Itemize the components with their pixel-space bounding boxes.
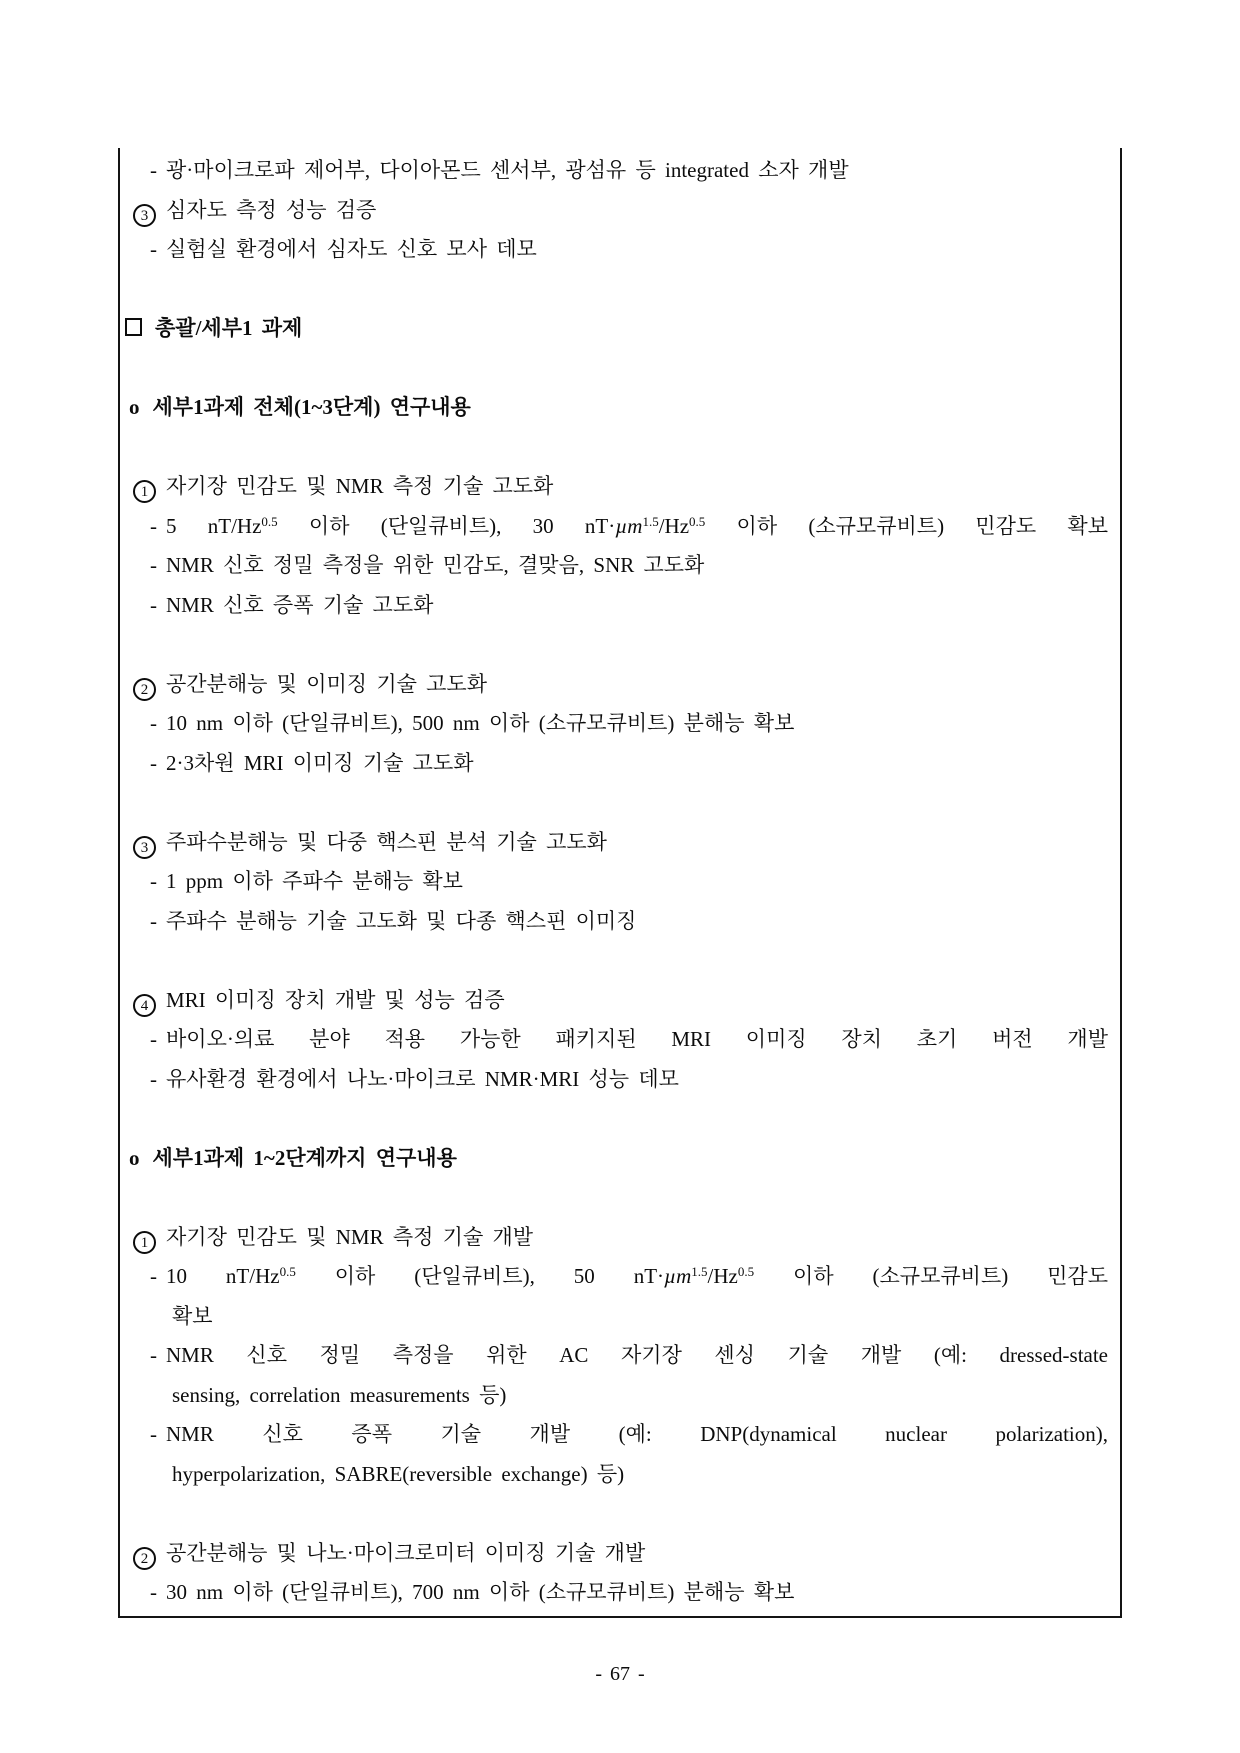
line-text: /Hz [707, 1264, 738, 1288]
superscript-text: 0.5 [689, 513, 706, 529]
dash-bullet-marker: - [150, 592, 157, 617]
text-line [120, 902, 1108, 942]
text-line [120, 1297, 1108, 1337]
line-text: µm [664, 1264, 692, 1288]
line-text: 이하 (소규모큐비트) 민감도 [754, 1264, 1108, 1288]
text-line [120, 151, 1108, 191]
line-text: 총괄/세부1 과제 [155, 316, 303, 340]
line-text: 광·마이크로파 제어부, 다이아몬드 센서부, 광섬유 등 integrated 소자 개발 [166, 158, 849, 182]
text-line [120, 1336, 1108, 1376]
dash-bullet-marker: - [150, 1343, 157, 1367]
circled-number-marker: 1 [133, 1231, 156, 1254]
line-text: 세부1과제 전체(1~3단계) 연구내용 [152, 395, 471, 419]
blank-line [120, 349, 1108, 389]
line-text: 유사환경 환경에서 나노·마이크로 NMR·MRI 성능 데모 [166, 1066, 679, 1091]
line-text: 이하 (단일큐비트), 50 nT· [295, 1264, 665, 1288]
line-text: 세부1과제 1~2단계까지 연구내용 [152, 1145, 457, 1170]
text-line [120, 1534, 1108, 1574]
text-line [120, 862, 1108, 902]
text-line [120, 665, 1108, 705]
sub-bullet-marker: o [129, 395, 140, 419]
line-text: 공간분해능 및 나노·마이크로미터 이미징 기술 개발 [166, 1540, 646, 1565]
blank-line [120, 428, 1108, 468]
line-text: 실험실 환경에서 심자도 신호 모사 데모 [166, 237, 537, 261]
line-text: 이하 (단일큐비트), 30 nT· [277, 513, 616, 538]
circled-number-marker: 3 [133, 836, 156, 859]
text-line [120, 1257, 1108, 1297]
dash-bullet-marker: - [150, 513, 157, 538]
square-bullet-marker [125, 318, 142, 336]
dash-bullet-marker: - [150, 750, 157, 775]
line-text: hyperpolarization, SABRE(reversible exchange) 등) [172, 1461, 625, 1486]
superscript-text: 1.5 [642, 513, 659, 529]
circled-number-marker: 4 [133, 994, 156, 1017]
text-line [120, 1060, 1108, 1100]
line-text: 30 nm 이하 (단일큐비트), 700 nm 이하 (소규모큐비트) 분해능 확보 [166, 1580, 795, 1604]
text-line [120, 191, 1108, 231]
blank-line [120, 1494, 1108, 1534]
blank-line [120, 783, 1108, 823]
dash-bullet-marker: - [150, 1422, 157, 1446]
line-text: sensing, correlation measurements 등) [172, 1382, 507, 1407]
line-text: 이하 (소규모큐비트) 민감도 확보 [705, 513, 1108, 538]
line-text: NMR 신호 증폭 기술 고도화 [166, 592, 434, 617]
line-text: 심자도 측정 성능 검증 [166, 197, 377, 222]
text-line [120, 1573, 1108, 1613]
line-text: 10 nT/Hz [166, 1264, 280, 1288]
text-line [120, 1139, 1108, 1179]
dash-bullet-marker: - [150, 1027, 157, 1051]
text-line [120, 507, 1108, 547]
line-text: 주파수분해능 및 다중 핵스핀 분석 기술 고도화 [166, 829, 607, 854]
text-line [120, 744, 1108, 784]
blank-line [120, 941, 1108, 981]
circled-number-marker: 2 [133, 1547, 156, 1570]
text-line [120, 1020, 1108, 1060]
blank-line [120, 270, 1108, 310]
line-text: NMR 신호 증폭 기술 개발 (예: DNP(dynamical nuclear polarization), [166, 1422, 1108, 1446]
text-line [120, 230, 1108, 270]
dash-bullet-marker: - [150, 1066, 157, 1091]
dash-bullet-marker: - [150, 869, 157, 893]
text-line [120, 467, 1108, 507]
line-text: 공간분해능 및 이미징 기술 고도화 [166, 671, 488, 696]
line-text: µm [615, 513, 643, 538]
superscript-text: 1.5 [691, 1264, 708, 1279]
circled-number-marker: 2 [133, 678, 156, 701]
blank-line [120, 1099, 1108, 1139]
line-text: /Hz [658, 513, 690, 538]
text-line [120, 586, 1108, 626]
text-line [120, 546, 1108, 586]
dash-bullet-marker: - [150, 1580, 157, 1604]
dash-bullet-marker: - [150, 1264, 157, 1288]
line-text: 1 ppm 이하 주파수 분해능 확보 [166, 869, 463, 893]
superscript-text: 0.5 [737, 1264, 755, 1279]
line-text: 바이오·의료 분야 적용 가능한 패키지된 MRI 이미징 장치 초기 버전 개발 [166, 1027, 1108, 1051]
line-text: 주파수 분해능 기술 고도화 및 다종 핵스핀 이미징 [166, 908, 637, 933]
dash-bullet-marker: - [150, 158, 157, 182]
circled-number-marker: 3 [133, 204, 156, 227]
blank-line [120, 625, 1108, 665]
line-text: 자기장 민감도 및 NMR 측정 기술 개발 [166, 1224, 534, 1249]
dash-bullet-marker: - [150, 553, 157, 577]
line-text: 자기장 민감도 및 NMR 측정 기술 고도화 [166, 474, 554, 498]
dash-bullet-marker: - [150, 237, 157, 261]
text-line [120, 981, 1108, 1021]
page-number: - 67 - [595, 1663, 645, 1685]
line-text: 확보 [172, 1303, 213, 1328]
line-text: NMR 신호 정밀 측정을 위한 AC 자기장 센싱 기술 개발 (예: dressed-state [166, 1343, 1108, 1367]
text-line [120, 1455, 1108, 1495]
line-text: 5 nT/Hz [166, 513, 262, 538]
dash-bullet-marker: - [150, 908, 157, 933]
text-line [120, 704, 1108, 744]
text-line [120, 1415, 1108, 1455]
superscript-text: 0.5 [279, 1264, 296, 1279]
text-line [120, 823, 1108, 863]
text-line [120, 388, 1108, 428]
dash-bullet-marker: - [150, 711, 157, 735]
line-text: NMR 신호 정밀 측정을 위한 민감도, 결맞음, SNR 고도화 [166, 553, 705, 577]
text-line [120, 1218, 1108, 1258]
superscript-text: 0.5 [261, 513, 278, 529]
blank-line [120, 1178, 1108, 1218]
sub-bullet-marker: o [129, 1145, 140, 1170]
text-line [120, 309, 1108, 349]
line-text: 10 nm 이하 (단일큐비트), 500 nm 이하 (소규모큐비트) 분해능 확보 [166, 711, 795, 735]
line-text: 2·3차원 MRI 이미징 기술 고도화 [166, 750, 474, 775]
content-box [118, 148, 1122, 1618]
text-line [120, 1376, 1108, 1416]
line-text: MRI 이미징 장치 개발 및 성능 검증 [166, 987, 505, 1012]
circled-number-marker: 1 [133, 480, 156, 503]
